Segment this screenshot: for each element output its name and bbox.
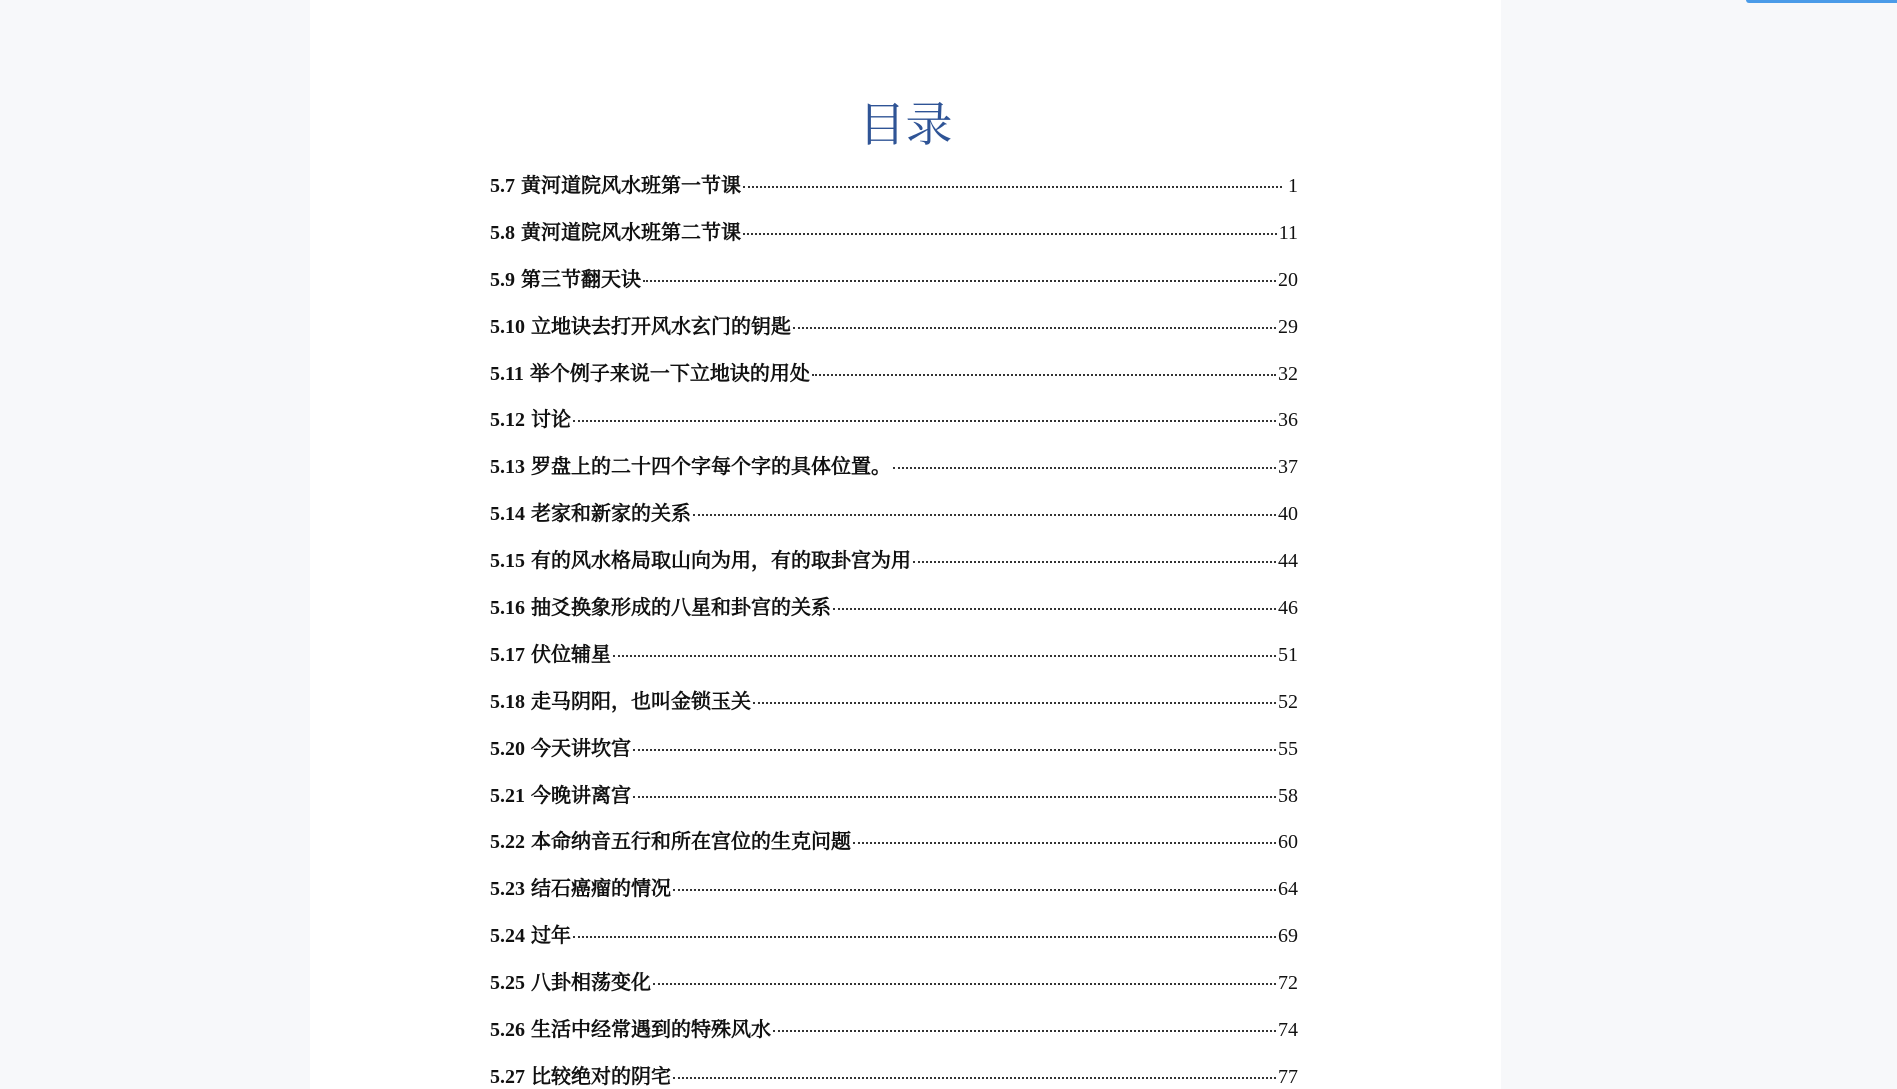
toc-entry[interactable] [490,163,1298,210]
toc-entry[interactable] [490,585,1298,632]
toc-entry-page: 20 [1278,268,1298,291]
dot-leader [853,842,1276,844]
toc-entry-label [490,216,741,245]
toc-entry-number: 5.27 [490,1065,525,1088]
toc-entry-page: 64 [1278,878,1298,901]
toc-entry-page: 69 [1278,925,1298,948]
toc-entry[interactable] [490,726,1298,773]
toc-entry-number: 5.12 [490,409,525,432]
dot-leader [833,608,1276,610]
toc-entry-number: 5.11 [490,362,524,385]
toc-entry-number: 5.9 [490,268,515,291]
dot-leader [893,467,1276,469]
toc-entry-number: 5.24 [490,925,525,948]
dot-leader [793,327,1276,329]
dot-leader [673,1077,1276,1079]
toc-entry-text: 今天讲坎宫 [531,735,631,760]
dot-leader [653,983,1276,985]
toc-entry-text: 比较绝对的阴宅 [531,1063,671,1088]
toc-entry-number: 5.22 [490,831,525,854]
scroll-progress-indicator [1746,0,1897,3]
toc-list [490,163,1298,1089]
toc-entry-text: 第三节翻天诀 [521,266,641,291]
toc-entry-number: 5.18 [490,690,525,713]
toc-entry-label [490,638,611,667]
toc-entry-text: 罗盘上的二十四个字每个字的具体位置。 [531,454,891,479]
toc-entry-page: 51 [1278,643,1298,666]
toc-entry-text: 生活中经常遇到的特殊风水 [531,1017,771,1042]
toc-entry-text: 黄河道院风水班第一节课 [521,173,741,197]
dot-leader [573,936,1276,938]
toc-entry-text: 结石癌瘤的情况 [531,876,671,901]
toc-entry-page: 29 [1278,315,1298,338]
dot-leader [743,186,1282,188]
toc-entry-label [490,497,691,526]
toc-entry-page: 40 [1278,503,1298,526]
toc-entry[interactable] [490,679,1298,726]
toc-entry[interactable] [490,257,1298,304]
document-page [310,0,1501,1089]
toc-entry-label [490,685,751,714]
toc-entry-number: 5.20 [490,737,525,760]
toc-entry-label [490,310,791,339]
toc-entry-number: 5.15 [490,550,525,573]
dot-leader [673,889,1276,891]
toc-entry[interactable] [490,960,1298,1007]
toc-entry-number: 5.14 [490,503,525,526]
toc-entry-number: 5.17 [490,643,525,666]
toc-entry-text: 黄河道院风水班第二节课 [521,219,741,244]
toc-entry-number: 5.16 [490,597,525,620]
toc-entry-label [490,1013,771,1042]
toc-entry-text: 举个例子来说一下立地诀的用处 [529,360,810,385]
toc-entry[interactable] [490,773,1298,820]
toc-entry-text: 本命纳音五行和所在宫位的生克问题 [531,829,851,854]
toc-entry-page: 58 [1278,784,1298,807]
toc-entry-page: 37 [1278,456,1298,479]
toc-entry-label [490,732,631,761]
toc-entry-label [490,919,571,948]
toc-entry-number: 5.26 [490,1019,525,1042]
toc-entry-number: 5.8 [490,221,515,244]
dot-leader [643,280,1276,282]
toc-entry-text: 走马阴阳，也叫金锁玉关 [531,688,751,713]
toc-entry-text: 过年 [531,923,571,948]
toc-entry[interactable] [490,351,1298,398]
dot-leader [753,702,1276,704]
dot-leader [633,796,1276,798]
toc-entry-page: 52 [1278,690,1298,713]
toc-entry-label [490,872,671,901]
toc-entry-number: 5.13 [490,456,525,479]
toc-entry[interactable] [490,304,1298,351]
toc-entry-label [490,591,831,620]
toc-entry-text: 八卦相荡变化 [531,970,651,995]
toc-entry-page: 11 [1278,221,1298,244]
toc-entry[interactable] [490,819,1298,866]
toc-entry-number: 5.10 [490,315,525,338]
toc-entry-label [490,825,851,854]
toc-entry-label [490,1060,671,1089]
toc-entry-page: 72 [1278,972,1298,995]
toc-entry-text: 伏位辅星 [531,641,611,666]
toc-entry-page: 32 [1278,362,1298,385]
dot-leader [693,514,1276,516]
toc-entry[interactable] [490,866,1298,913]
toc-entry[interactable] [490,538,1298,585]
toc-entry-page: 46 [1278,597,1298,620]
toc-entry-label [490,403,571,432]
toc-entry-page: 60 [1278,831,1298,854]
toc-entry[interactable] [490,1007,1298,1054]
toc-entry-label [490,966,651,995]
toc-entry-label [490,544,911,573]
toc-entry-number: 5.21 [490,784,525,807]
dot-leader [573,420,1276,422]
toc-entry[interactable] [490,397,1298,444]
dot-leader [613,655,1276,657]
dot-leader [743,233,1277,235]
toc-entry-label [490,263,641,292]
toc-title: 目录 [858,98,953,153]
dot-leader [812,374,1276,376]
toc-entry-number: 5.23 [490,878,525,901]
toc-entry[interactable] [490,491,1298,538]
toc-entry-page: 44 [1278,550,1298,573]
toc-entry-number: 5.25 [490,972,525,995]
toc-entry-page: 36 [1278,409,1298,432]
toc-entry-text: 立地诀去打开风水玄门的钥匙 [531,313,791,338]
toc-entry-page: 77 [1278,1065,1298,1088]
toc-entry-label [490,169,741,198]
toc-entry-number: 5.7 [490,175,515,197]
toc-entry-label [490,357,810,386]
toc-entry[interactable] [490,210,1298,257]
toc-entry-label [490,779,631,808]
toc-entry-text: 讨论 [531,407,571,432]
toc-entry[interactable] [490,632,1298,679]
toc-entry-text: 老家和新家的关系 [531,501,691,526]
toc-entry-page: 1 [1288,175,1298,197]
toc-entry-page: 55 [1278,737,1298,760]
toc-entry[interactable] [490,444,1298,491]
dot-leader [913,561,1276,563]
toc-entry-text: 今晚讲离宫 [531,782,631,807]
toc-entry-text: 有的风水格局取山向为用，有的取卦宫为用 [531,548,911,573]
dot-leader [773,1030,1276,1032]
toc-entry-text: 抽爻换象形成的八星和卦宫的关系 [531,595,831,620]
toc-entry[interactable] [490,1054,1298,1089]
dot-leader [633,749,1276,751]
toc-entry[interactable] [490,913,1298,960]
toc-entry-page: 74 [1278,1019,1298,1042]
toc-entry-label [490,450,891,479]
